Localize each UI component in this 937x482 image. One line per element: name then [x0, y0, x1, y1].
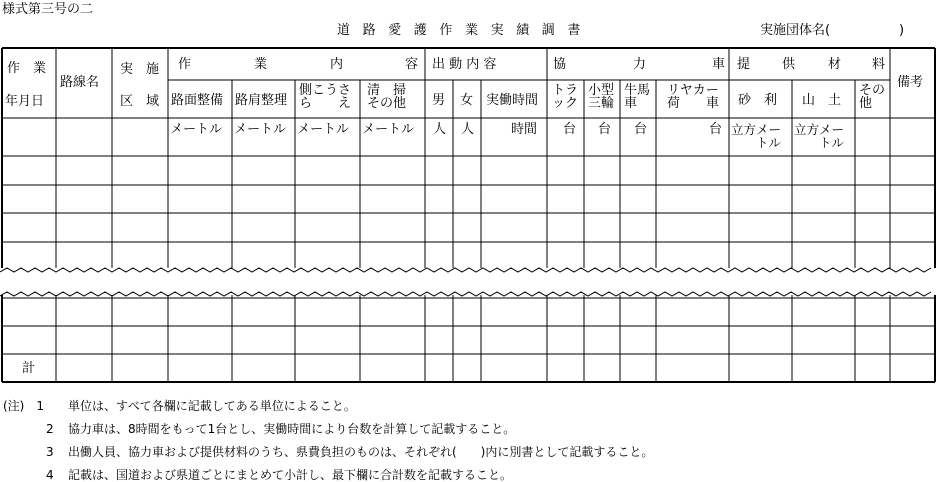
note-1-number: (注) 1	[3, 399, 44, 413]
header-work-group-1: 作	[178, 57, 192, 72]
total-label: 計	[22, 361, 36, 376]
header-small-tricycle: 小型 三輪	[588, 83, 615, 111]
header-coop-group-1: 協	[553, 57, 567, 72]
note-4-number: 4	[46, 468, 54, 482]
note-2-text: 協力車は、8時間をもって1台とし、実働時間により台数を計算して記載すること。	[68, 422, 516, 436]
note-2-number: 2	[46, 422, 54, 436]
header-ditch-clearing: 側こうさ ら え	[299, 83, 352, 111]
header-attend-group: 出 動 内 容	[432, 57, 497, 72]
header-coop-group-3: 車	[712, 57, 726, 72]
note-1-text: 単位は、すべて各欄に記載してある単位によること。	[68, 399, 356, 413]
unit-rear-cart: 台	[709, 122, 723, 137]
form-label: 様式第三号の二	[2, 2, 94, 17]
unit-ox-cart: 台	[634, 122, 648, 137]
header-female: 女	[460, 93, 474, 108]
note-3-text: 出働人員、協力車および提供材料のうち、県費負担のものは、それぞれ( )内に別書として記載すること。	[68, 445, 654, 459]
unit-hours: 時間	[511, 122, 538, 137]
header-coop-group-2: 力	[633, 57, 647, 72]
header-truck: トラ ック	[552, 83, 579, 111]
header-mountain-soil: 山 土	[802, 93, 842, 108]
unit-gravel: 立方メー トル	[731, 122, 782, 150]
header-material-group-3: 材	[828, 57, 842, 72]
note-3-number: 3	[46, 445, 54, 459]
header-remarks: 備考	[897, 75, 924, 90]
unit-cleaning: メートル	[362, 122, 415, 137]
unit-female: 人	[461, 122, 475, 137]
unit-tricycle: 台	[598, 122, 612, 137]
organization-label: 実施団体名(	[760, 23, 831, 38]
header-material-other: その 他	[859, 83, 886, 111]
header-cleaning-other: 清 掃 その他	[367, 83, 407, 111]
header-work-group-4: 容	[405, 57, 419, 72]
header-work-group-2: 業	[254, 57, 268, 72]
header-material-group-2: 供	[782, 57, 796, 72]
unit-shoulder: メートル	[234, 122, 287, 137]
header-shoulder: 路肩整理	[235, 93, 288, 108]
header-road-surface: 路面整備	[171, 93, 224, 108]
header-gravel: 砂 利	[738, 93, 778, 108]
note-4-text: 記載は、国道および県道ごとにまとめて小計し、最下欄に合計数を記載すること。	[68, 468, 513, 482]
header-ox-cart: 牛馬 車	[624, 83, 651, 111]
unit-road-surface: メートル	[170, 122, 223, 137]
header-rear-cart: リヤカー 荷 車	[667, 83, 720, 111]
unit-mountain-soil: 立方メー トル	[794, 122, 845, 150]
header-material-group-1: 提	[737, 57, 751, 72]
header-male: 男	[432, 93, 446, 108]
unit-male: 人	[433, 122, 447, 137]
header-work-group-3: 内	[330, 57, 344, 72]
header-material-group-4: 料	[872, 57, 886, 72]
header-route-name: 路線名	[60, 75, 100, 90]
unit-truck: 台	[563, 122, 577, 137]
organization-close-paren: )	[899, 23, 905, 38]
header-date-bottom: 年月日	[5, 94, 45, 109]
header-work-hours: 実働時間	[486, 93, 539, 108]
unit-ditch: メートル	[297, 122, 350, 137]
document-title: 道路愛護作業実績調書	[337, 23, 594, 38]
header-area-top: 実 施	[120, 62, 160, 77]
header-date-top: 作 業	[7, 61, 47, 76]
header-area-bottom: 区 域	[120, 94, 160, 109]
